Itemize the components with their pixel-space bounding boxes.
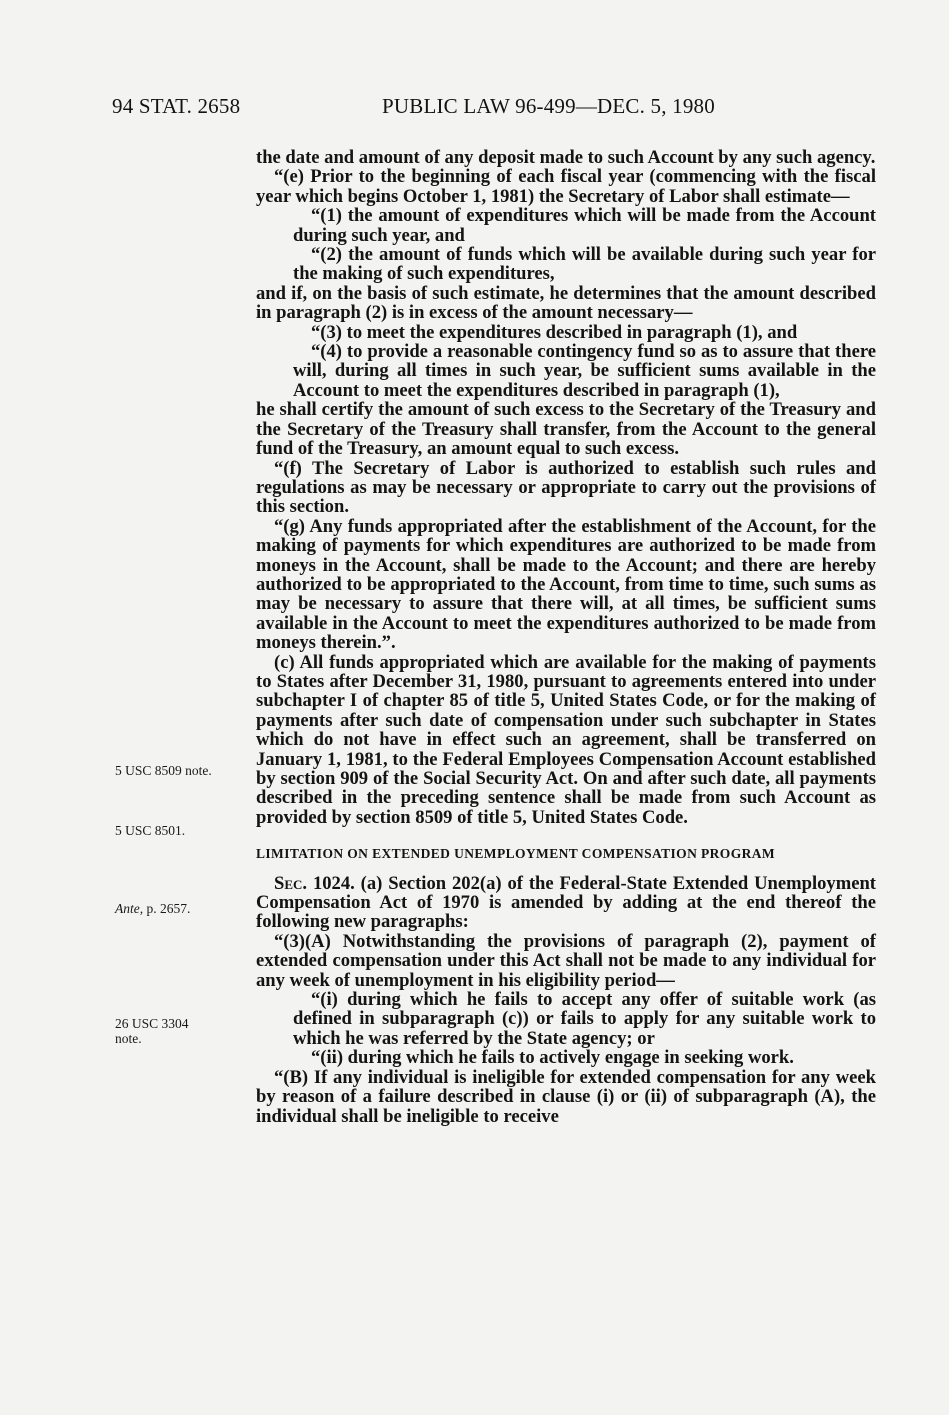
section-label: Sec. (274, 872, 308, 894)
margin-note-ante-italic: Ante, (115, 901, 144, 916)
paragraph-e-2: “(2) the amount of funds which will be available during such year for the making of such expenditures, (293, 244, 876, 285)
margin-note-26usc3304-line1: 26 USC 3304 (115, 1016, 189, 1031)
section-1024-a-text: 1024. (a) Section 202(a) of the Federal-State Extended Unemployment Compensation Act of 1970 is amended by adding at the end thereof the following new paragraphs: (256, 872, 876, 933)
paragraph-e-conclusion: he shall certify the amount of such excess to the Secretary of the Treasury and the Secretary of the Treasury shall transfer, from the Account to the general fund of the Treasury, an amount equal to such excess. (256, 399, 876, 460)
statute-page-reference: 94 STAT. 2658 (112, 94, 241, 118)
paragraph-e: “(e) Prior to the beginning of each fiscal year (commencing with the fiscal year which begins October 1, 1981) the Secretary of Labor shall estimate— (256, 166, 876, 207)
page-header (112, 94, 762, 124)
paragraph-e-3: “(3) to meet the expenditures described in paragraph (1), and (311, 321, 798, 343)
clause-i: “(i) during which he fails to accept any offer of suitable work (as defined in subparagraph (c)) or fails to apply for any suitable work to which he was referred by the State agency; or (293, 989, 876, 1049)
margin-note-ante-page: p. 2657. (143, 901, 191, 916)
paragraph-f: “(f) The Secretary of Labor is authorized to establish such rules and regulations as may be necessary or appropriate to carry out the provisions of this section. (256, 457, 876, 518)
paragraph-e-continuation: and if, on the basis of such estimate, he determines that the amount described in paragraph (2) is in excess of the amount necessary— (256, 282, 876, 324)
margin-note-5usc8509: 5 USC 8509 note. (115, 763, 212, 778)
section-heading: LIMITATION ON EXTENDED UNEMPLOYMENT COMPENSATION PROGRAM (256, 846, 776, 862)
margin-note-26usc3304 (115, 1016, 189, 1046)
clause-ii: “(ii) during which he fails to actively engage in seeking work. (311, 1047, 794, 1069)
paragraph-e-4: “(4) to provide a reasonable contingency fund so as to assure that there will, during all times in such year, be sufficient sums available in the Account to meet the expenditures described in paragraph (1), (293, 341, 876, 401)
margin-note-ante (115, 901, 190, 916)
section-1024-a (256, 874, 876, 932)
subsection-c: (c) All funds appropriated which are available for the making of payments to States after December 31, 1980, pursuant to agreements entered into under subchapter I of chapter 85 of title 5, United States Code, or for the making of payments after such date of compensation under such subchapter in States which do not have in effect such an agreement, shall be transferred on January 1, 1981, to the Federal Employees Compensation Account established by section 909 of the Social Security Act. On and after such date, all payments described in the preceding sentence shall be made from such Account as provided by section 8509 of title 5, United States Code. (256, 651, 876, 828)
statute-body (256, 148, 876, 1126)
paragraph-3-b: “(B) If any individual is ineligible for extended compensation for any week by reason of a failure described in clause (i) or (ii) of subparagraph (A), the individual shall be ineligible to receive (256, 1066, 876, 1127)
paragraph-e-1: “(1) the amount of expenditures which will be made from the Account during such year, and (293, 205, 876, 246)
paragraph-3-a: “(3)(A) Notwithstanding the provisions of paragraph (2), payment of extended compensation under this Act shall not be made to any individual for any week of unemployment in his eligibility period— (256, 930, 876, 991)
paragraph-deposit-record: the date and amount of any deposit made to such Account by any such agency. (256, 147, 876, 168)
paragraph-g: “(g) Any funds appropriated after the establishment of the Account, for the making of payments for which expenditures are authorized to be made from moneys in the Account, shall be made to the Account; and there are hereby authorized to be appropriated to the Account, from time to time, such sums as may be necessary to assure that there will, at all times, be sufficient sums available in the Account to meet the expenditures authorized to be made from moneys therein.”. (256, 515, 876, 654)
public-law-title: PUBLIC LAW 96-499—DEC. 5, 1980 (382, 94, 715, 118)
margin-note-5usc8501: 5 USC 8501. (115, 823, 186, 838)
margin-note-26usc3304-line2: note. (115, 1031, 142, 1046)
